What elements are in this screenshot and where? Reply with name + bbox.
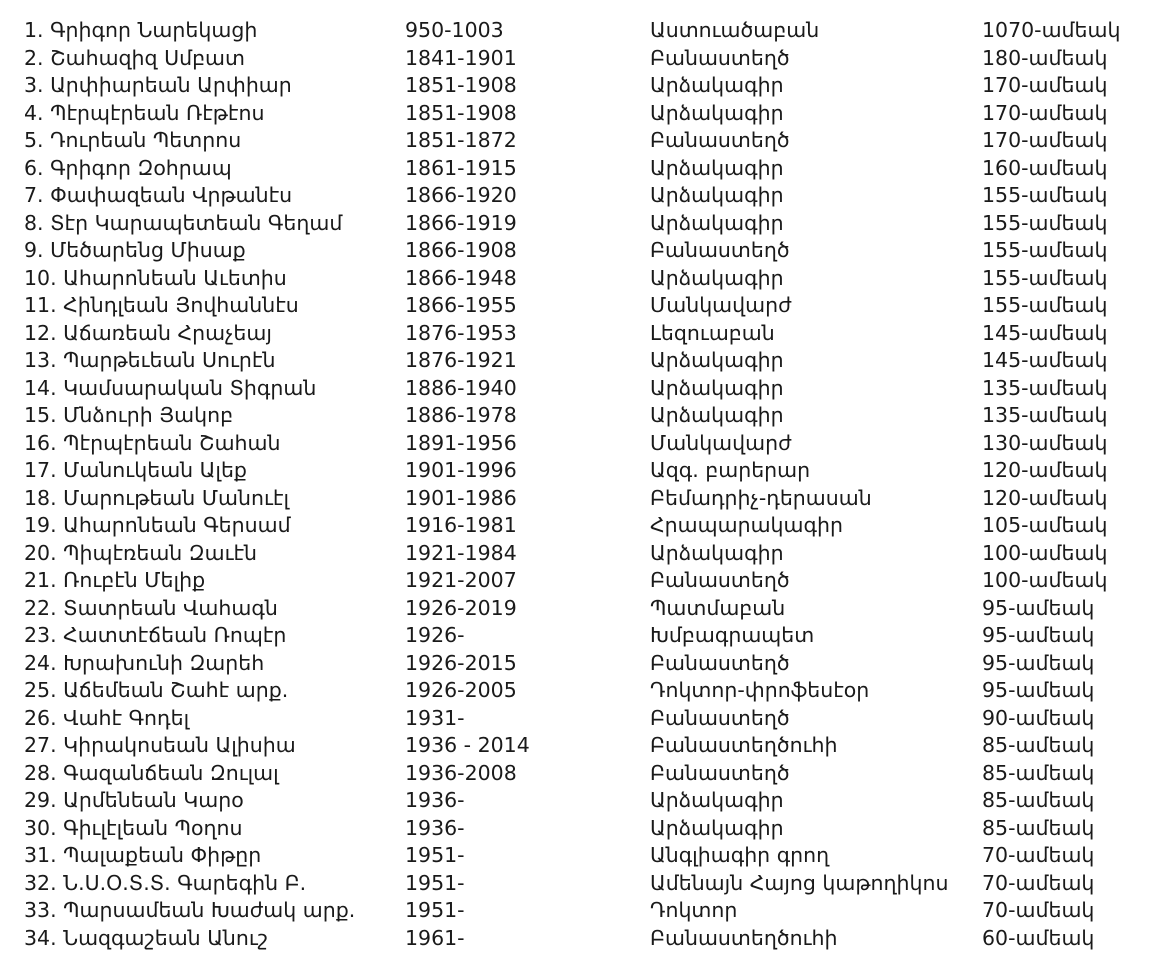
profession: Աստուածաբան (650, 18, 820, 42)
list-item (0, 127, 1152, 155)
list-item (0, 485, 1152, 513)
profession: Արձակագիր (650, 375, 784, 400)
anniversary-label: 170-ամեակ (982, 73, 1108, 97)
life-years: 1951- (405, 843, 465, 867)
person-name: 3. Արփիարեան Արփիար (24, 73, 292, 97)
person-name: 14. Կամսարական Տիգրան (24, 375, 317, 400)
anniversary-label: 160-ամեակ (982, 155, 1108, 180)
list-item (0, 265, 1152, 293)
list-item (0, 320, 1152, 348)
person-name: 10. Ահարոնեան Աւետիս (24, 265, 287, 290)
profession: Արձակագիր (650, 100, 784, 125)
list-item (0, 430, 1152, 458)
life-years: 1866-1955 (405, 293, 517, 317)
person-name: 25. Աճեմեան Շահէ արք. (24, 678, 289, 702)
list-item (0, 925, 1152, 953)
life-years: 1926- (405, 623, 465, 647)
person-name: 13. Պարթեւեան Սուրէն (24, 348, 276, 372)
life-years: 1851-1908 (405, 100, 517, 125)
life-years: 1901-1996 (405, 458, 517, 482)
person-name: 16. Պէրպէրեան Շահան (24, 430, 281, 455)
life-years: 1861-1915 (405, 155, 517, 180)
anniversary-label: 120-ամեակ (982, 485, 1108, 510)
profession: Բանաստեղծ (650, 760, 790, 785)
person-name: 32. Ն.Ս.Օ.Տ.Տ. Գարեգին Բ. (24, 870, 307, 895)
person-name: 7. Փափազեան Վրթանէս (24, 183, 293, 207)
person-name: 30. Գիւլէլեան Պօղոս (24, 815, 243, 840)
person-name: 8. Տէր Կարապետեան Գեղամ (24, 210, 343, 235)
anniversary-label: 155-ամեակ (982, 265, 1108, 290)
anniversary-label: 70-ամեակ (982, 870, 1095, 895)
list-item (0, 622, 1152, 650)
anniversary-label: 155-ամեակ (982, 293, 1108, 317)
profession: Ազգ. բարերար (650, 458, 811, 482)
person-name: 21. Ռուբէն Մելիք (24, 568, 206, 592)
profession: Արձակագիր (650, 210, 784, 235)
list-item (0, 705, 1152, 733)
anniversary-label: 155-ամեակ (982, 210, 1108, 235)
list-item (0, 512, 1152, 540)
person-name: 31. Պալաքեան Փիթըր (24, 843, 262, 867)
anniversary-label: 95-ամեակ (982, 623, 1095, 647)
profession: Մանկավարժ (650, 430, 792, 455)
person-name: 28. Գազանճեան Զուլալ (24, 760, 279, 785)
life-years: 1866-1920 (405, 183, 517, 207)
list-item (0, 347, 1152, 375)
life-years: 950-1003 (405, 18, 504, 42)
anniversary-label: 145-ամեակ (982, 348, 1108, 372)
life-years: 1931- (405, 705, 465, 730)
life-years: 1916-1981 (405, 513, 517, 537)
anniversary-label: 85-ամեակ (982, 760, 1095, 785)
list-item (0, 567, 1152, 595)
life-years: 1926-2019 (405, 595, 517, 620)
list-item (0, 182, 1152, 210)
profession: Արձակագիր (650, 348, 784, 372)
life-years: 1891-1956 (405, 430, 517, 455)
person-name: 4. Պէրպէրեան Ռէթէոս (24, 100, 265, 125)
profession: Մանկավարժ (650, 293, 792, 317)
anniversary-label: 85-ամեակ (982, 733, 1095, 757)
anniversary-label: 135-ամեակ (982, 403, 1108, 427)
list-item (0, 787, 1152, 815)
anniversary-label: 100-ամեակ (982, 568, 1108, 592)
life-years: 1876-1953 (405, 320, 517, 345)
person-name: 15. Մնձուրի Յակոբ (24, 403, 234, 427)
list-item (0, 237, 1152, 265)
person-name: 26. Վահէ Գոդել (24, 705, 190, 730)
anniversary-label: 70-ամեակ (982, 898, 1095, 922)
anniversary-label: 170-ամեակ (982, 100, 1108, 125)
person-name: 24. Խրախունի Զարեհ (24, 650, 265, 675)
profession: Ամենայն Հայոց կաթողիկոս (650, 870, 949, 895)
list-item (0, 815, 1152, 843)
person-name: 17. Մանուկեան Ալեք (24, 458, 247, 482)
life-years: 1936-2008 (405, 760, 517, 785)
life-years: 1886-1978 (405, 403, 517, 427)
list-item (0, 870, 1152, 898)
person-name: 34. Նազգաշեան Անուշ (24, 925, 269, 950)
profession: Լեզուաբան (650, 320, 775, 345)
anniversary-label: 85-ամեակ (982, 815, 1095, 840)
profession: Բանաստեղծ (650, 568, 790, 592)
life-years: 1926-2005 (405, 678, 517, 702)
anniversary-label: 60-ամեակ (982, 925, 1095, 950)
list-item (0, 155, 1152, 183)
anniversary-label: 155-ամեակ (982, 183, 1108, 207)
profession: Բանաստեղծուհի (650, 925, 838, 950)
profession: Խմբագրապետ (650, 623, 815, 647)
life-years: 1866-1919 (405, 210, 517, 235)
list-item (0, 457, 1152, 485)
life-years: 1951- (405, 898, 465, 922)
life-years: 1886-1940 (405, 375, 517, 400)
life-years: 1926-2015 (405, 650, 517, 675)
person-name: 22. Տատրեան Վահագն (24, 595, 278, 620)
profession: Անգլիագիր գրող (650, 843, 830, 867)
profession: Արձակագիր (650, 788, 784, 812)
list-item (0, 402, 1152, 430)
list-item (0, 650, 1152, 678)
person-name: 5. Դուրեան Պետրոս (24, 128, 242, 152)
profession: Բանաստեղծուհի (650, 733, 838, 757)
anniversary-label: 130-ամեակ (982, 430, 1108, 455)
anniversary-label: 1070-ամեակ (982, 18, 1121, 42)
list-item (0, 45, 1152, 73)
person-name: 29. Արմենեան Կարօ (24, 788, 244, 812)
profession: Արձակագիր (650, 540, 784, 565)
life-years: 1921-1984 (405, 540, 517, 565)
list-item (0, 540, 1152, 568)
anniversary-label: 180-ամեակ (982, 45, 1108, 70)
person-name: 6. Գրիգոր Զօհրապ (24, 155, 232, 180)
person-name: 9. Մեծարենց Միսաք (24, 238, 246, 262)
person-name: 19. Ահարոնեան Գերսամ (24, 513, 291, 537)
profession: Բանաստեղծ (650, 45, 790, 70)
profession: Բանաստեղծ (650, 238, 790, 262)
person-name: 23. Հատտէճեան Ռոպէր (24, 623, 287, 647)
list-item (0, 375, 1152, 403)
list-item (0, 897, 1152, 925)
list-item (0, 17, 1152, 45)
person-name: 33. Պարսամեան Խաժակ արք. (24, 898, 356, 922)
list-item (0, 100, 1152, 128)
life-years: 1961- (405, 925, 465, 950)
anniversary-list (0, 17, 1152, 952)
person-name: 2. Շահազիզ Սմբատ (24, 45, 245, 70)
profession: Արձակագիր (650, 73, 784, 97)
life-years: 1936- (405, 815, 465, 840)
profession: Արձակագիր (650, 403, 784, 427)
person-name: 18. Մարութեան Մանուէլ (24, 485, 290, 510)
profession: Արձակագիր (650, 815, 784, 840)
life-years: 1876-1921 (405, 348, 517, 372)
list-item (0, 677, 1152, 705)
profession: Արձակագիր (650, 155, 784, 180)
life-years: 1841-1901 (405, 45, 517, 70)
life-years: 1936- (405, 788, 465, 812)
anniversary-label: 95-ամեակ (982, 678, 1095, 702)
anniversary-label: 90-ամեակ (982, 705, 1095, 730)
life-years: 1921-2007 (405, 568, 517, 592)
anniversary-label: 155-ամեակ (982, 238, 1108, 262)
profession: Արձակագիր (650, 183, 784, 207)
anniversary-label: 120-ամեակ (982, 458, 1108, 482)
profession: Հրապարակագիր (650, 513, 843, 537)
list-item (0, 760, 1152, 788)
profession: Բեմադրիչ-դերասան (650, 485, 872, 510)
list-item (0, 210, 1152, 238)
life-years: 1851-1908 (405, 73, 517, 97)
life-years: 1866-1908 (405, 238, 517, 262)
list-item (0, 292, 1152, 320)
anniversary-label: 70-ամեակ (982, 843, 1095, 867)
anniversary-label: 105-ամեակ (982, 513, 1108, 537)
profession: Արձակագիր (650, 265, 784, 290)
profession: Բանաստեղծ (650, 705, 790, 730)
person-name: 11. Հինդլեան Յովհաննէս (24, 293, 299, 317)
life-years: 1901-1986 (405, 485, 517, 510)
list-item (0, 72, 1152, 100)
person-name: 27. Կիրակոսեան Ալիսիա (24, 733, 296, 757)
anniversary-label: 100-ամեակ (982, 540, 1108, 565)
person-name: 20. Պիպէռեան Զաւէն (24, 540, 258, 565)
life-years: 1866-1948 (405, 265, 517, 290)
list-item (0, 595, 1152, 623)
anniversary-label: 95-ամեակ (982, 650, 1095, 675)
anniversary-label: 145-ամեակ (982, 320, 1108, 345)
profession: Պատմաբան (650, 595, 786, 620)
anniversary-label: 95-ամեակ (982, 595, 1095, 620)
person-name: 1. Գրիգոր Նարեկացի (24, 18, 258, 42)
list-item (0, 842, 1152, 870)
profession: Դոկտոր (650, 898, 738, 922)
list-item (0, 732, 1152, 760)
profession: Դոկտոր-փրոֆեսէօր (650, 678, 870, 702)
profession: Բանաստեղծ (650, 650, 790, 675)
life-years: 1936 - 2014 (405, 733, 530, 757)
life-years: 1851-1872 (405, 128, 517, 152)
anniversary-label: 170-ամեակ (982, 128, 1108, 152)
anniversary-label: 85-ամեակ (982, 788, 1095, 812)
person-name: 12. Աճառեան Հրաչեայ (24, 320, 272, 345)
anniversary-label: 135-ամեակ (982, 375, 1108, 400)
profession: Բանաստեղծ (650, 128, 790, 152)
life-years: 1951- (405, 870, 465, 895)
